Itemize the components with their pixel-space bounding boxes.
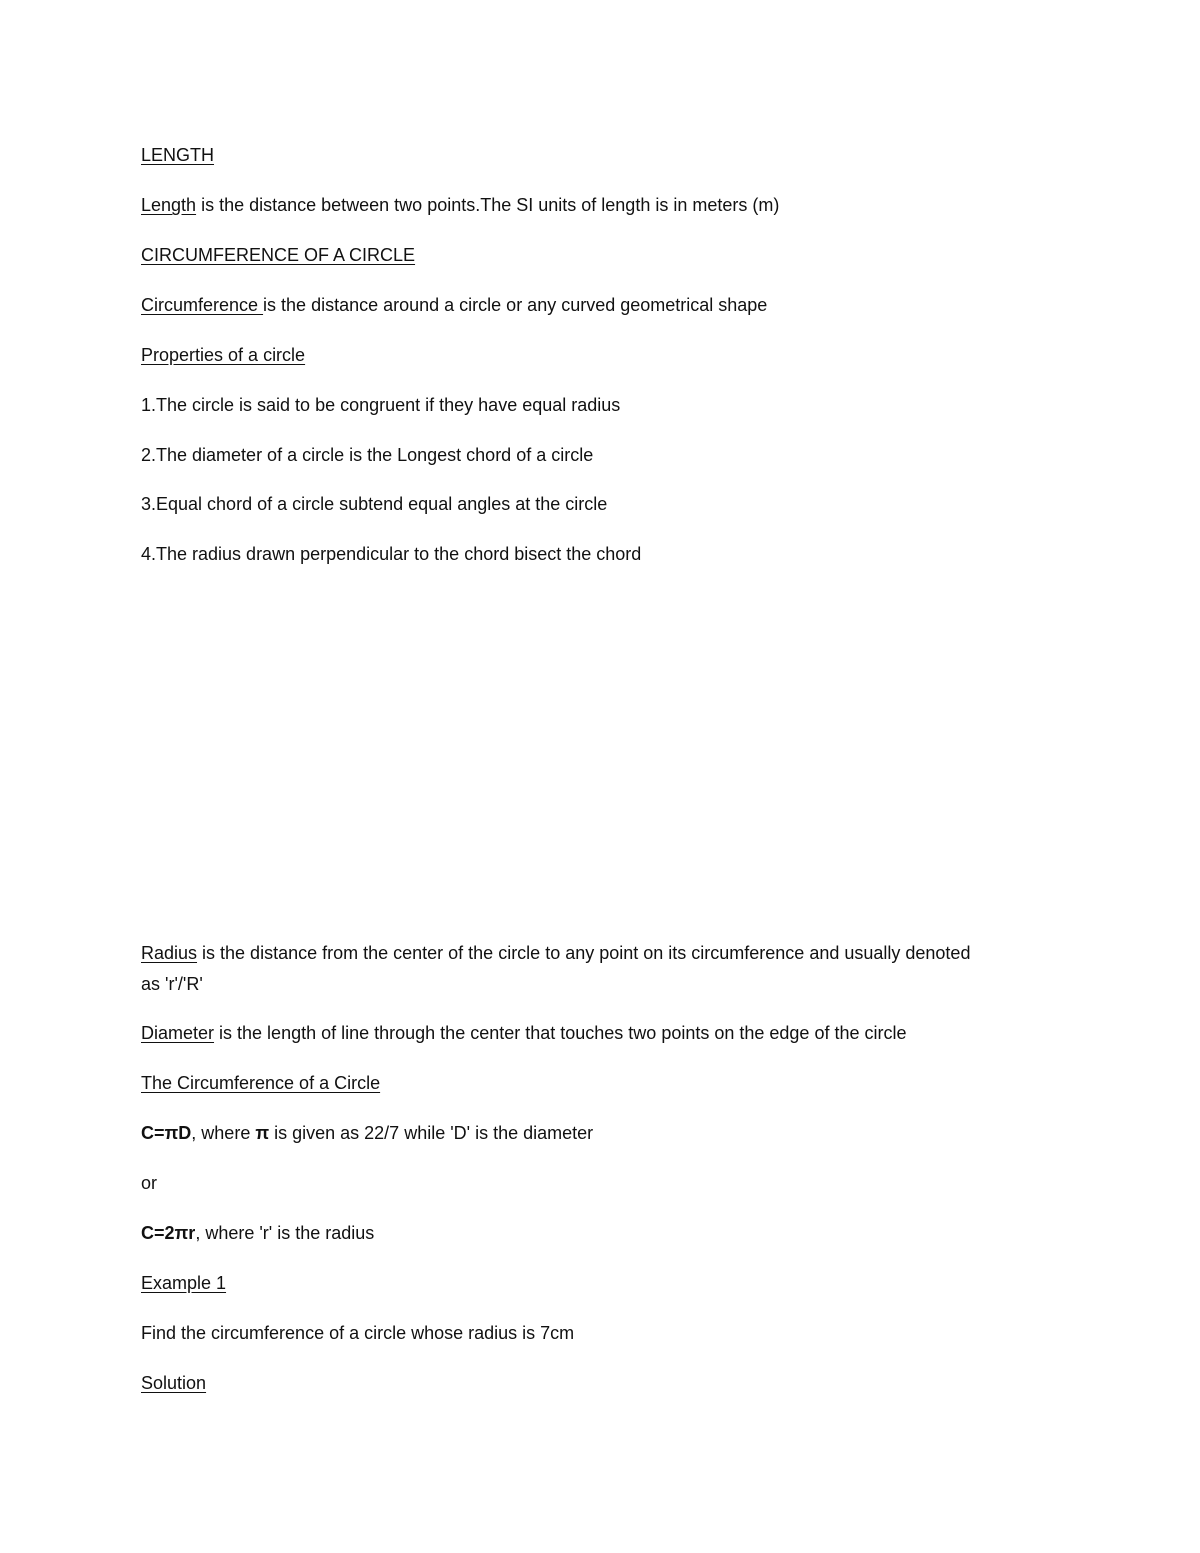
term-length: Length (141, 195, 197, 215)
formula-c-2-pi-r: C=2πr (141, 1223, 196, 1243)
or-text: or (141, 1173, 158, 1193)
properties-heading (141, 340, 1071, 371)
solution-heading (141, 1368, 1071, 1399)
section-heading-circumference (141, 240, 1071, 271)
circumference-definition-text: is the distance around a circle or any curved geometrical shape (263, 295, 768, 315)
title-length: LENGTH (141, 145, 215, 165)
length-definition-text: is the distance between two points.The SI units of length is in meters (m) (196, 195, 780, 215)
radius-definition-text: is the distance from the center of the circle to any point on its circumference and usually denoted (197, 943, 971, 963)
formula-diameter (141, 1118, 1071, 1149)
diameter-definition (141, 1018, 1071, 1049)
formula-radius (141, 1218, 1071, 1249)
length-definition (141, 190, 1071, 221)
heading-formula: The Circumference of a Circle (141, 1073, 381, 1093)
circumference-definition (141, 290, 1071, 321)
heading-properties: Properties of a circle (141, 345, 306, 365)
formula-diameter-text-b: is given as 22/7 while 'D' is the diameter (269, 1123, 594, 1143)
formula-c-pi-d: C=πD (141, 1123, 192, 1143)
property-item: 3.Equal chord of a circle subtend equal angles at the circle (141, 494, 608, 514)
term-circumference: Circumference (141, 295, 264, 315)
section-title-length (141, 140, 1071, 171)
term-radius: Radius (141, 943, 198, 963)
radius-definition-continuation: as 'r'/'R' (141, 974, 203, 994)
heading-example: Example 1 (141, 1273, 227, 1293)
property-item: 4.The radius drawn perpendicular to the chord bisect the chord (141, 544, 642, 564)
pi-symbol: π (255, 1123, 270, 1143)
property-item: 2.The diameter of a circle is the Longest chord of a circle (141, 445, 594, 465)
radius-definition (141, 938, 1071, 969)
heading-solution: Solution (141, 1373, 207, 1393)
formula-heading (141, 1068, 1071, 1099)
term-diameter: Diameter (141, 1023, 215, 1043)
property-item: 1.The circle is said to be congruent if they have equal radius (141, 395, 621, 415)
formula-radius-text: , where 'r' is the radius (195, 1223, 375, 1243)
example-heading (141, 1268, 1071, 1299)
example-question: Find the circumference of a circle whose radius is 7cm (141, 1323, 575, 1343)
diameter-definition-text: is the length of line through the center that touches two points on the edge of the circle (214, 1023, 907, 1043)
heading-circumference: CIRCUMFERENCE OF A CIRCLE (141, 245, 416, 265)
formula-diameter-text-a: , where (191, 1123, 256, 1143)
